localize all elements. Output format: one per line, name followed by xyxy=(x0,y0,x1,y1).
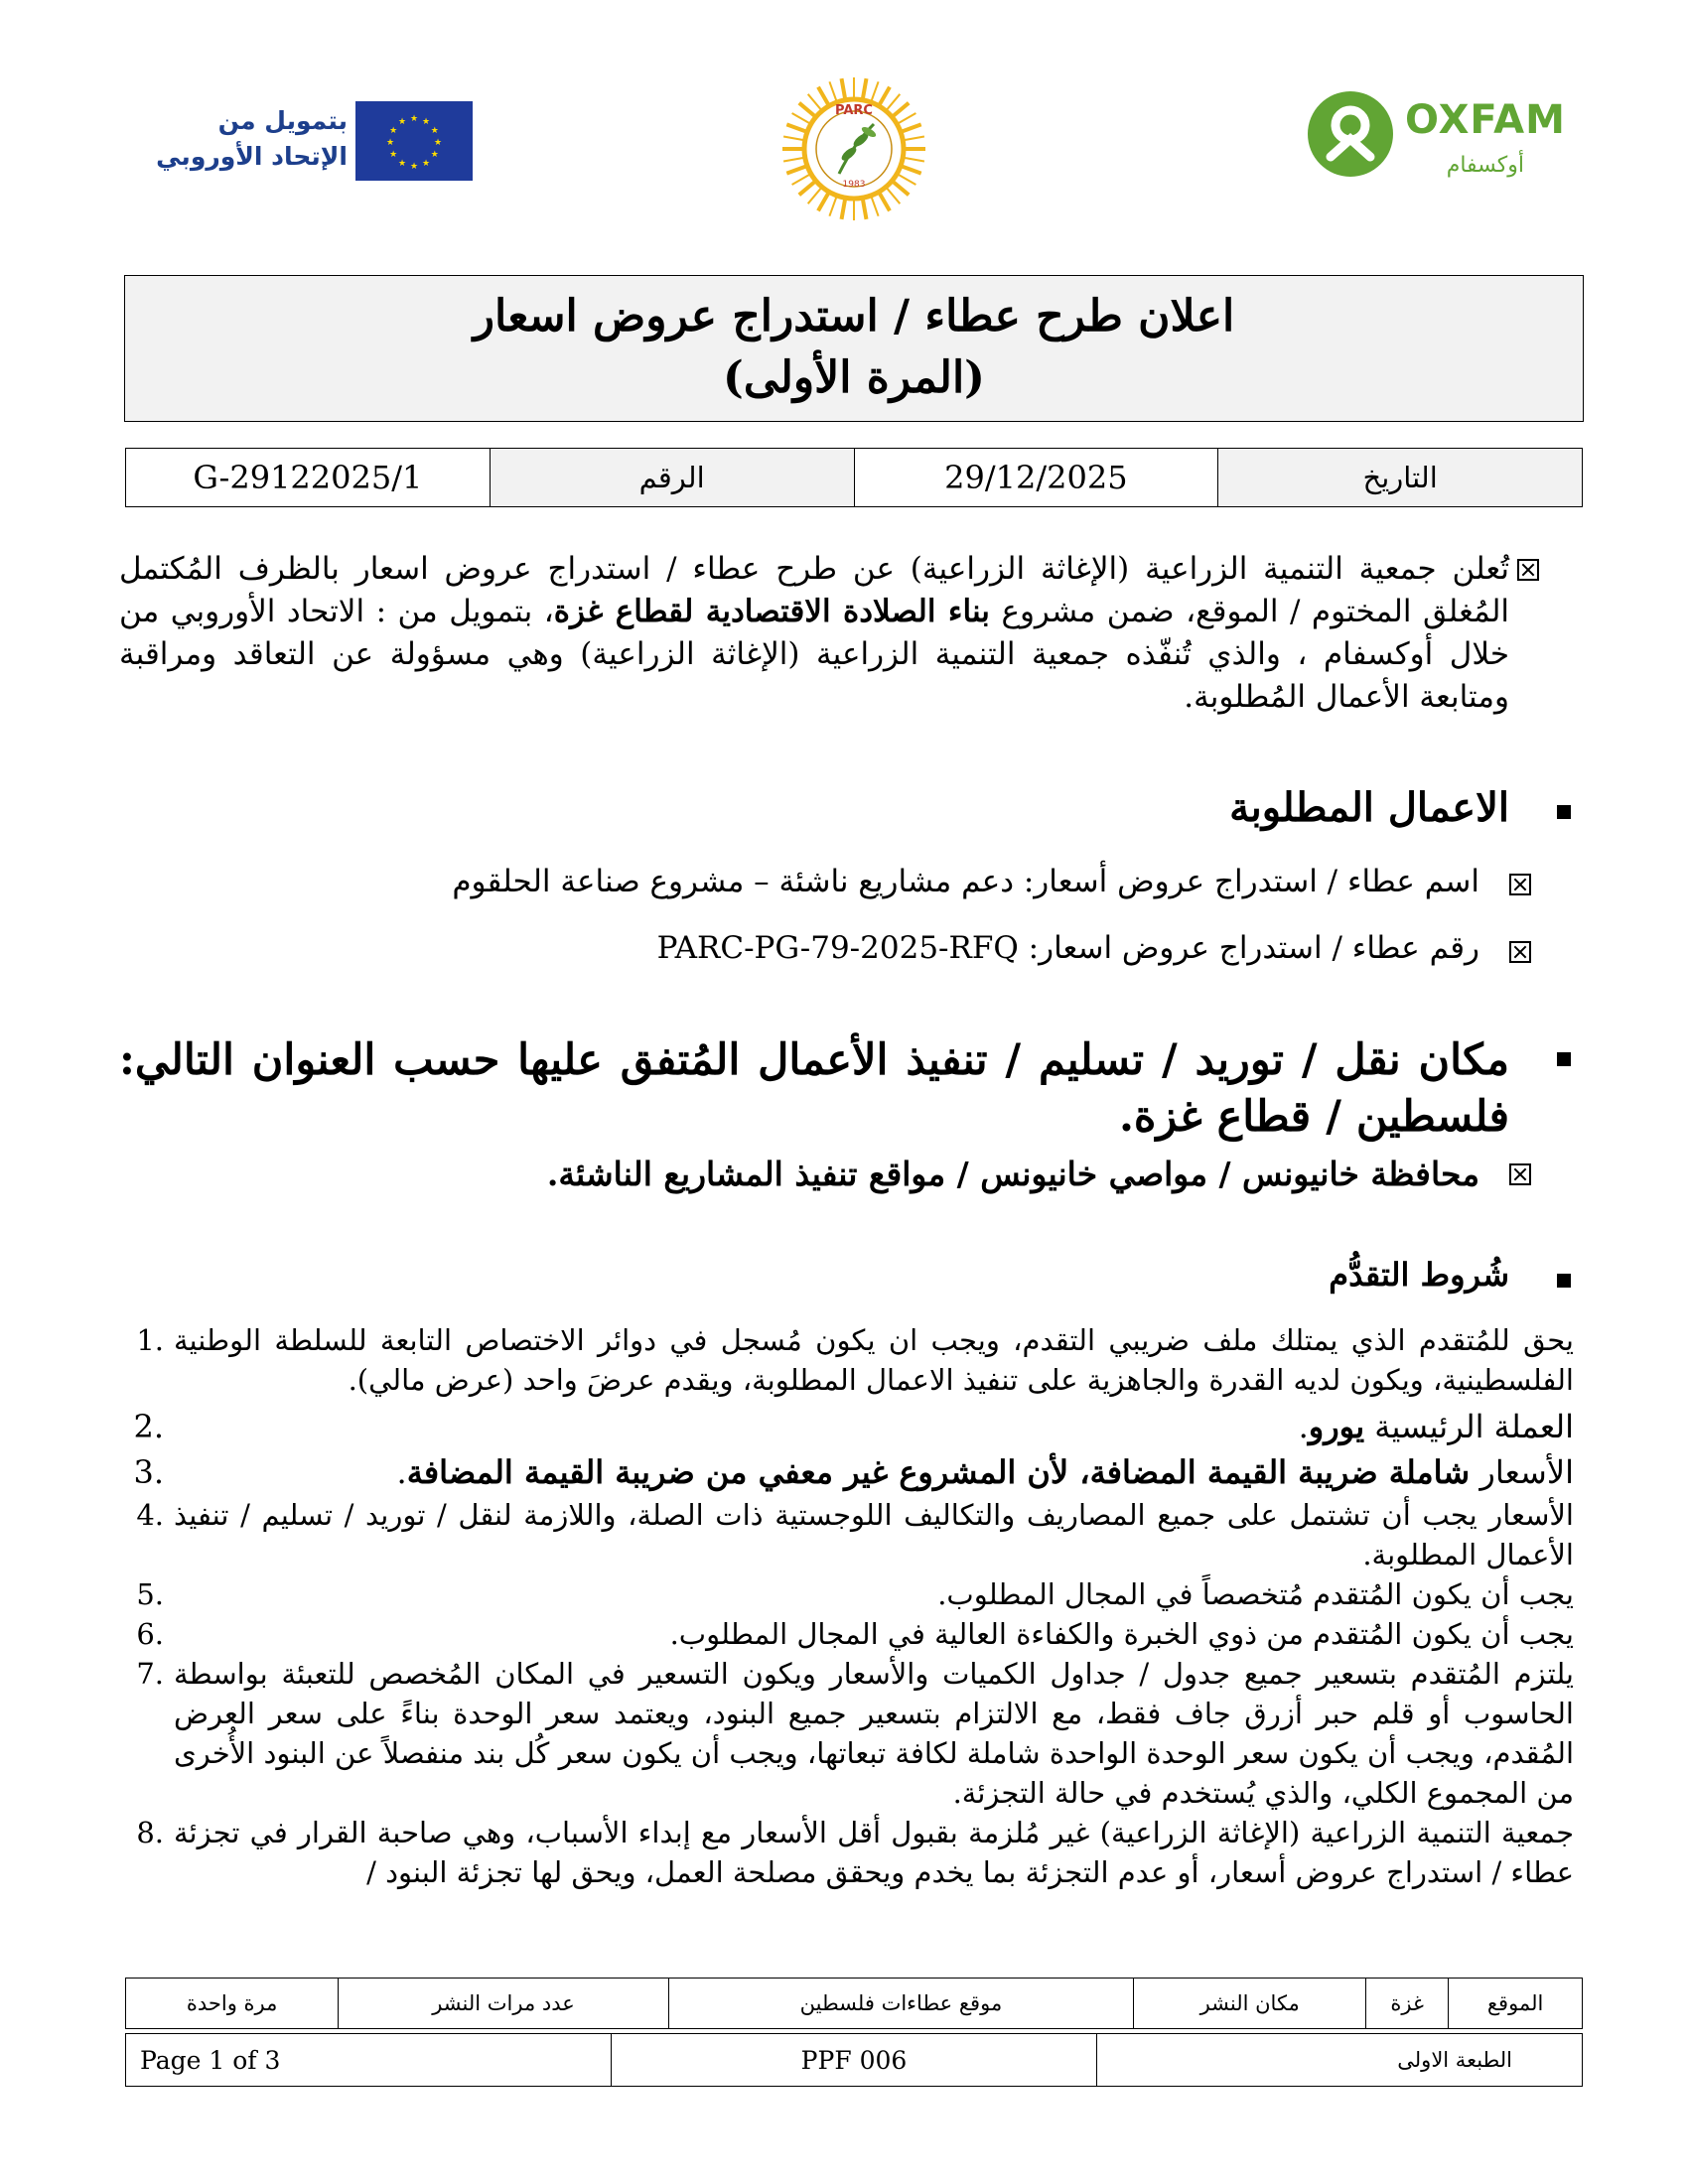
checkbox-icon xyxy=(1509,874,1531,895)
parc-ray xyxy=(880,87,890,104)
parc-ray xyxy=(905,137,924,141)
condition-bold-text: يورو xyxy=(1308,1408,1365,1445)
delivery-place-region: فلسطين / قطاع غزة. xyxy=(1118,1092,1509,1142)
eu-text-line2: الإتحاد الأوروبي xyxy=(156,142,348,171)
condition-number: 4. xyxy=(136,1498,164,1532)
condition-bold-text: شاملة ضريبة القيمة المضافة، لأن المشروع غير معفي من ضريبة القيمة المضافة xyxy=(406,1453,1471,1491)
eu-funding-text xyxy=(149,103,348,175)
condition-tail: . xyxy=(396,1453,407,1491)
eu-star-icon: ★ xyxy=(389,126,398,136)
condition-tail: . xyxy=(1298,1408,1309,1445)
parc-ray xyxy=(829,81,836,100)
parc-ray xyxy=(872,198,879,216)
condition-text: يحق للمُتقدم الذي يمتلك ملف ضريبي التقدم، ويجب ان يكون مُسجل في دوائر الاختصاص التابعة للسلطة الوطنية الفلسطينية، ويكون لديه القدرة والجاهزية على تنفيذ الاعمال المطلوبة، ويقدم عرضَ واحد (عرض مالي). xyxy=(174,1323,1574,1397)
intro-project-name: بناء الصلادة الاقتصادية لقطاع غزة xyxy=(553,594,990,629)
bullet-square-icon xyxy=(1557,805,1571,819)
oxfam-symbol-icon xyxy=(1306,89,1395,179)
parc-ray xyxy=(808,94,821,109)
parc-ray xyxy=(899,113,915,123)
footer-cell: موقع عطاءات فلسطين xyxy=(668,1979,1133,2029)
parc-ray xyxy=(863,200,867,219)
date-value: 29/12/2025 xyxy=(854,449,1218,507)
eu-flag-icon xyxy=(355,101,473,181)
parc-ray xyxy=(786,124,805,131)
condition-item xyxy=(119,1813,1579,1892)
parc-ray xyxy=(808,189,821,204)
parc-ray xyxy=(887,189,900,204)
parc-ray xyxy=(863,78,867,98)
eu-star-icon: ★ xyxy=(433,138,443,148)
condition-text: العملة الرئيسية xyxy=(1364,1408,1574,1445)
eu-star-icon: ★ xyxy=(430,126,439,136)
eu-star-icon: ★ xyxy=(397,158,407,169)
eu-star-icon: ★ xyxy=(409,114,419,124)
works-heading: الاعمال المطلوبة xyxy=(1229,784,1509,831)
footer-cell: مكان النشر xyxy=(1134,1979,1366,2029)
condition-item xyxy=(119,1404,1579,1449)
parc-ray xyxy=(818,87,828,104)
checkbox-icon xyxy=(1517,559,1539,581)
condition-text: الأسعار xyxy=(1470,1453,1574,1491)
parc-ray xyxy=(899,175,915,185)
eu-star-icon: ★ xyxy=(397,117,407,128)
eu-text-line1: بتمويل من xyxy=(217,106,348,135)
oxfam-logo xyxy=(1306,89,1566,189)
oxfam-wordmark: OXFAM xyxy=(1405,97,1566,143)
parc-ray xyxy=(905,158,924,162)
parc-ray xyxy=(887,94,900,109)
date-label: التاريخ xyxy=(1218,449,1583,507)
announcement-title: اعلان طرح عطاء / استدراج عروض اسعار xyxy=(473,291,1235,341)
condition-text: يجب أن يكون المُتقدم مُتخصصاً في المجال المطلوب. xyxy=(937,1577,1574,1611)
parc-ray xyxy=(799,103,814,116)
parc-year-text: 1983 xyxy=(842,180,866,190)
parc-ray xyxy=(792,175,809,185)
intro-text-part2: ، بتمويل من : الاتحاد الأوروبي من خلال أوكسفام ، والذي تُنفّذه جمعية التنمية الزراعية (الإغاثة الزراعية) وهي مسؤولة عن التعاقد ومراقبة ومتابعة الأعمال المُطلوبة. xyxy=(119,594,1509,715)
publication-info-table xyxy=(125,1978,1583,2029)
parc-name-text: PARC xyxy=(835,103,873,118)
parc-ray xyxy=(903,167,921,174)
parc-ray xyxy=(842,200,846,219)
parc-ray xyxy=(786,167,805,174)
bullet-square-icon xyxy=(1557,1052,1571,1066)
eu-star-icon: ★ xyxy=(421,117,431,128)
parc-logo xyxy=(779,74,928,223)
document-code: PPF 006 xyxy=(612,2034,1097,2087)
parc-ray xyxy=(894,103,909,116)
announcement-title-box xyxy=(124,275,1584,422)
eu-star-icon: ★ xyxy=(421,158,431,169)
condition-number: 2. xyxy=(133,1408,164,1445)
oxfam-arabic-name: أوكسفام xyxy=(1446,153,1524,178)
condition-item xyxy=(119,1320,1579,1400)
page-number: Page 1 of 3 xyxy=(126,2034,612,2087)
condition-text: الأسعار يجب أن تشتمل على جميع المصاريف والتكاليف اللوجستية ذات الصلة، واللازمة لنقل / توريد / تسليم / تنفيذ الأعمال المطلوبة. xyxy=(174,1498,1574,1571)
parc-ray xyxy=(792,113,809,123)
checkbox-icon xyxy=(1509,941,1531,963)
conditions-heading: شُروط التقدُّم xyxy=(1329,1256,1509,1294)
footer-cell: عدد مرات النشر xyxy=(339,1979,668,2029)
condition-number: 6. xyxy=(136,1617,164,1651)
parc-ray xyxy=(783,137,803,141)
footer-cell: غزة xyxy=(1366,1979,1449,2029)
conditions-list xyxy=(119,1320,1579,1892)
parc-ray xyxy=(903,124,921,131)
condition-number: 8. xyxy=(136,1816,164,1849)
condition-number: 1. xyxy=(136,1323,164,1357)
condition-item xyxy=(119,1654,1579,1813)
checkbox-icon xyxy=(1509,1163,1531,1185)
condition-number: 3. xyxy=(133,1453,164,1491)
parc-ray xyxy=(894,182,909,195)
condition-number: 5. xyxy=(136,1577,164,1611)
eu-star-icon: ★ xyxy=(409,162,419,172)
condition-item xyxy=(119,1449,1579,1495)
condition-text: يجب أن يكون المُتقدم من ذوي الخبرة والكفاءة العالية في المجال المطلوب. xyxy=(669,1617,1574,1651)
tender-number-label: رقم عطاء / استدراج عروض اسعار: xyxy=(1018,930,1479,966)
announcement-subtitle: (المرة الأولى) xyxy=(723,352,985,403)
parc-ray xyxy=(818,194,828,210)
parc-ray xyxy=(842,78,846,98)
edition-label: الطبعة الاولى xyxy=(1097,2034,1583,2087)
parc-ray xyxy=(829,198,836,216)
condition-item xyxy=(119,1614,1579,1654)
parc-ray xyxy=(783,158,803,162)
footer-cell: مرة واحدة xyxy=(126,1979,339,2029)
condition-text: يلتزم المُتقدم بتسعير جميع جدول / جداول الكميات والأسعار ويكون التسعير في المكان المُخصص للتعبئة بواسطة الحاسوب أو قلم حبر أزرق جاف فقط، مع الالتزام بتسعير جميع البنود، ويعتمد سعر الوحدة بناءً على سعر العرض المُقدم، ويجب أن يكون سعر الوحدة الواحدة شاملة لكافة تبعاتها، ويجب أن يكون سعر كُل بند منفصلاً عن البنود الأُخرى من المجموع الكلي، والذي يُستخدم في حالة التجزئة. xyxy=(174,1657,1574,1810)
parc-ray xyxy=(880,194,890,210)
eu-star-icon: ★ xyxy=(430,150,439,160)
bullet-square-icon xyxy=(1557,1274,1571,1288)
tender-name-line: اسم عطاء / استدراج عروض أسعار: دعم مشاريع ناشئة – مشروع صناعة الحلقوم xyxy=(452,864,1479,899)
intro-text-part1: تُعلن جمعية التنمية الزراعية (الإغاثة الزراعية) عن طرح عطاء / استدراج عروض اسعار بالظرف المُكتمل المُغلق المختوم / الموقع، ضمن مشروع xyxy=(119,551,1510,629)
delivery-place-detail: محافظة خانيونس / مواصي خانيونس / مواقع تنفيذ المشاريع الناشئة. xyxy=(546,1155,1479,1193)
eu-star-icon: ★ xyxy=(385,138,395,148)
condition-text: جمعية التنمية الزراعية (الإغاثة الزراعية) غير مُلزمة بقبول أقل الأسعار مع إبداء الأسباب، وهي صاحبة القرار في تجزئة عطاء / استدراج عروض أسعار، أو عدم التجزئة بما يخدم ويحقق مصلحة العمل، ويحق لها تجزئة البنود / xyxy=(174,1816,1574,1889)
parc-ray xyxy=(799,182,814,195)
footer-cell: الموقع xyxy=(1449,1979,1583,2029)
delivery-place-heading: مكان نقل / توريد / تسليم / تنفيذ الأعمال المُتفق عليها حسب العنوان التالي: xyxy=(119,1035,1509,1085)
condition-item xyxy=(119,1495,1579,1574)
condition-number: 7. xyxy=(136,1657,164,1691)
number-value: G-29122025/1 xyxy=(126,449,491,507)
tender-number-line xyxy=(657,930,1479,966)
eu-star-icon: ★ xyxy=(389,150,398,160)
meta-table xyxy=(125,448,1583,507)
document-footer-table xyxy=(125,2033,1583,2087)
intro-paragraph xyxy=(119,548,1509,719)
number-label: الرقم xyxy=(490,449,854,507)
eu-funding-logo xyxy=(149,99,477,189)
condition-item xyxy=(119,1574,1579,1614)
parc-ray xyxy=(872,81,879,100)
tender-number-value: PARC-PG-79-2025-RFQ xyxy=(656,930,1019,966)
